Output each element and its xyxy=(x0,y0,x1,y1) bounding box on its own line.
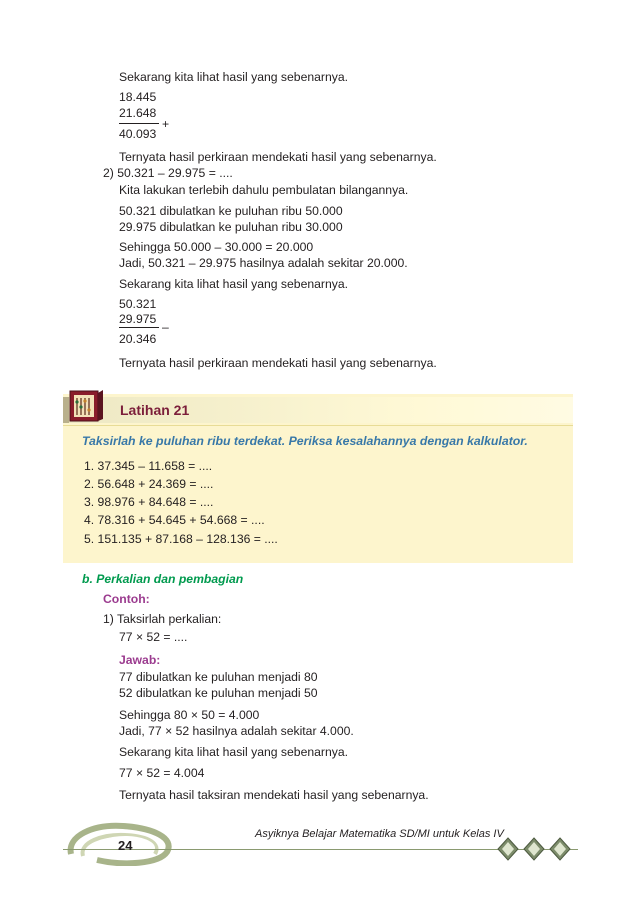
number-line: 29.975 xyxy=(119,312,157,326)
text-line: Kita lakukan terlebih dahulu pembulatan bilangannya. xyxy=(119,183,409,197)
text-line: Ternyata hasil taksiran mendekati hasil yang sebenarnya. xyxy=(119,788,429,802)
diamond-ornament-icon xyxy=(496,836,574,862)
number-line: 40.093 xyxy=(119,127,157,141)
number-line: 20.346 xyxy=(119,332,157,346)
text-line: Sehingga 80 × 50 = 4.000 xyxy=(119,708,260,722)
exercise-item: 1. 37.345 – 11.658 = .... xyxy=(84,459,213,473)
text-line: Sehingga 50.000 – 30.000 = 20.000 xyxy=(119,240,314,254)
exercise-title: Latihan 21 xyxy=(120,402,190,418)
math-line: 77 × 52 = 4.004 xyxy=(119,766,205,780)
exercise-item: 2. 56.648 + 24.369 = .... xyxy=(84,477,214,491)
text-line: 29.975 dibulatkan ke puluhan ribu 30.000 xyxy=(119,220,343,234)
text-line: Sekarang kita lihat hasil yang sebenarnya. xyxy=(119,70,348,84)
text-line: 77 dibulatkan ke puluhan menjadi 80 xyxy=(119,670,318,684)
answer-label: Jawab: xyxy=(119,653,161,667)
text-line: Jadi, 77 × 52 hasilnya adalah sekitar 4.000. xyxy=(119,724,354,738)
plus-sign: + xyxy=(162,117,170,131)
math-line: 77 × 52 = .... xyxy=(119,630,188,644)
exercise-item: 5. 151.135 + 87.168 – 128.136 = .... xyxy=(84,532,278,546)
text-line: 52 dibulatkan ke puluhan menjadi 50 xyxy=(119,686,318,700)
text-line: Ternyata hasil perkiraan mendekati hasil yang sebenarnya. xyxy=(119,356,437,370)
number-line: 18.445 xyxy=(119,90,157,104)
text-line: 50.321 dibulatkan ke puluhan ribu 50.000 xyxy=(119,204,343,218)
text-line: Sekarang kita lihat hasil yang sebenarnya. xyxy=(119,277,348,291)
sum-underline xyxy=(119,123,159,124)
difference-underline xyxy=(119,327,159,328)
divider xyxy=(63,425,573,426)
number-line: 50.321 xyxy=(119,297,157,311)
text-line: Jadi, 50.321 – 29.975 hasilnya adalah sekitar 20.000. xyxy=(119,256,408,270)
book-icon xyxy=(68,387,106,425)
exercise-item: 3. 98.976 + 84.648 = .... xyxy=(84,495,214,509)
minus-sign: – xyxy=(162,320,169,334)
page-number: 24 xyxy=(118,838,133,853)
exercise-instruction: Taksirlah ke puluhan ribu terdekat. Periksa kesalahannya dengan kalkulator. xyxy=(82,434,528,448)
running-footer: Asyiknya Belajar Matematika SD/MI untuk Kelas IV xyxy=(255,828,504,840)
example-question: 1) Taksirlah perkalian: xyxy=(103,612,222,626)
text-line: Sekarang kita lihat hasil yang sebenarnya. xyxy=(119,745,348,759)
section-heading: b. Perkalian dan pembagian xyxy=(82,572,244,586)
number-line: 21.648 xyxy=(119,106,157,120)
text-line: Ternyata hasil perkiraan mendekati hasil yang sebenarnya. xyxy=(119,150,437,164)
example-label: Contoh: xyxy=(103,592,150,606)
problem-line: 2) 50.321 – 29.975 = .... xyxy=(103,166,233,180)
exercise-item: 4. 78.316 + 54.645 + 54.668 = .... xyxy=(84,513,265,527)
